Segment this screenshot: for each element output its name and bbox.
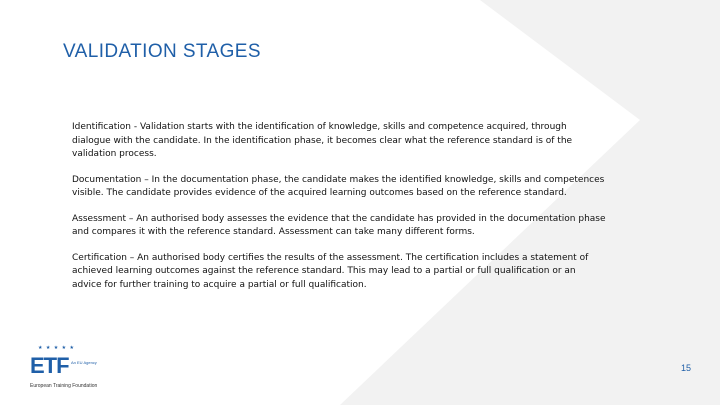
slide-content	[72, 121, 607, 304]
slide-title: VALIDATION STAGES	[63, 41, 261, 62]
logo-mark-subtitle: An EU Agency	[71, 360, 97, 365]
paragraph-certification: Certification – An authorised body certifies the results of the assessment. The certification includes a statement of achieved learning outcomes against the reference standard. This may lead to a partial or full qualification or an advice for further training to acquire a partial or full qualification.	[72, 252, 589, 290]
paragraph-assessment: Assessment – An authorised body assesses the evidence that the candidate has provided in the documentation phase and compares it with the reference standard. Assessment can take many different forms.	[72, 213, 606, 237]
paragraph-identification: Identification - Validation starts with the identification of knowledge, skills and competence acquired, through dialogue with the candidate. In the identification phase, it becomes clear what the reference standard is of the validation process.	[72, 122, 573, 159]
page-number: 15	[680, 363, 691, 373]
logo-mark: ETF	[30, 353, 69, 378]
paragraph-documentation: Documentation – In the documentation phase, the candidate makes the identified knowledge, skills and competences visible. The candidate provides evidence of the acquired learning outcomes based on the reference standard.	[72, 174, 605, 198]
logo-subtitle: European Training Foundation	[30, 383, 98, 389]
eu-stars-icon: ★ ★ ★ ★ ★	[38, 345, 75, 351]
etf-logo	[28, 345, 118, 393]
